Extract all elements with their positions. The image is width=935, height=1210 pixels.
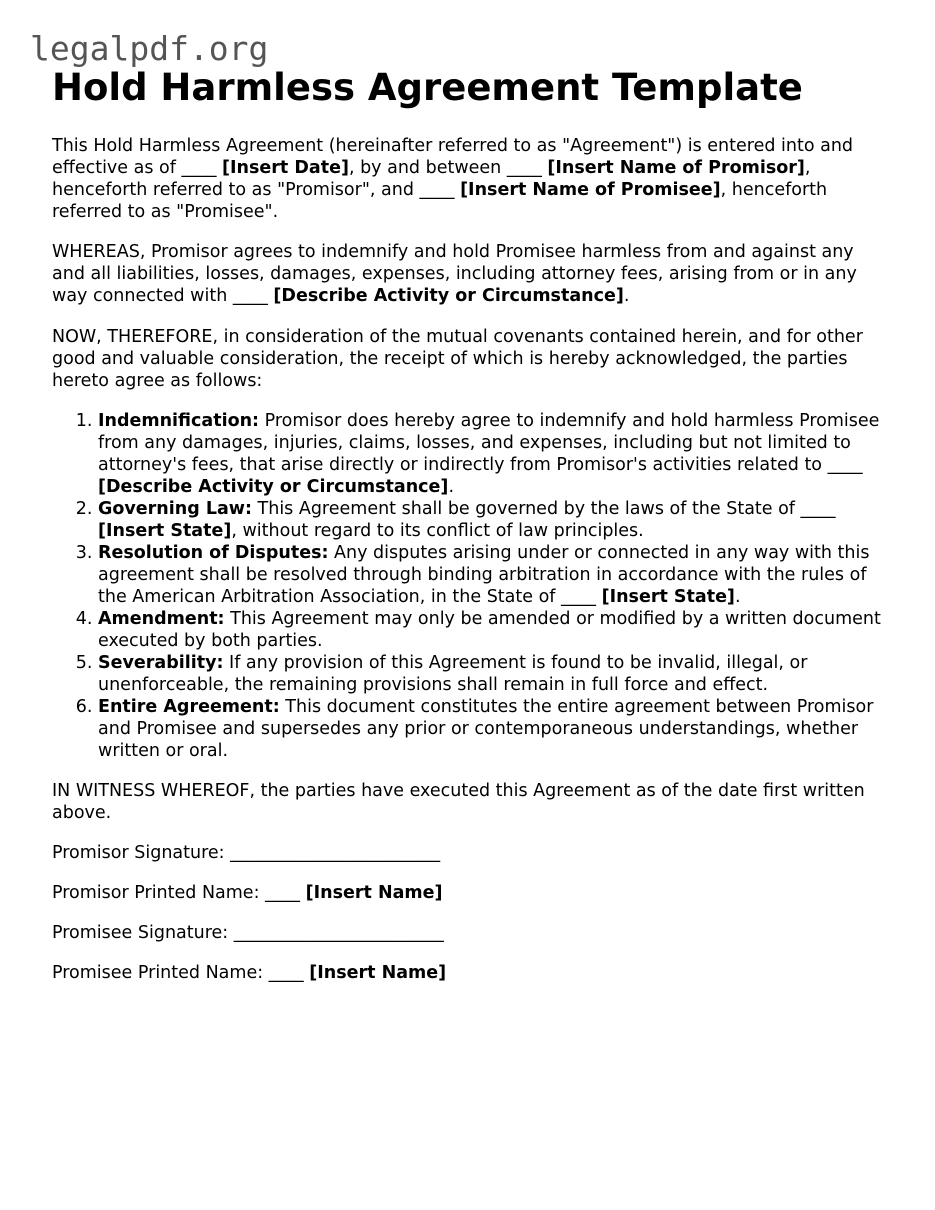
intro-text-3: , henceforth referred to as "Promisor", and ____ <box>52 158 811 200</box>
list-item <box>98 410 892 498</box>
promisor-name-label: Promisor Printed Name: ____ <box>52 883 306 903</box>
clause-heading: Entire Agreement: <box>98 697 280 717</box>
document-body <box>52 66 892 984</box>
placeholder-activity: [Describe Activity or Circumstance] <box>273 286 624 306</box>
placeholder-promisee-printed-name: [Insert Name] <box>309 963 447 983</box>
clause-text: Any disputes arising under or connected in any way with this agreement shall be resolved through binding arbitration in accordance with the rules of the American Arbitration Association, in the State of ____ <box>98 543 870 607</box>
promisor-printed-name-line <box>52 882 892 904</box>
clause-heading: Amendment: <box>98 609 225 629</box>
intro-text-2: , by and between ____ <box>348 158 548 178</box>
whereas-paragraph <box>52 241 892 307</box>
list-item <box>98 542 892 608</box>
clause-text: This Agreement may only be amended or modified by a written document executed by both parties. <box>98 609 881 651</box>
clause-list <box>52 410 892 762</box>
clause-text-end: . <box>448 477 455 497</box>
watermark-logo: legalpdf.org <box>30 29 269 68</box>
promisee-signature-line: Promisee Signature: ________________________ <box>52 923 444 943</box>
list-item <box>98 608 892 652</box>
clause-heading: Severability: <box>98 653 224 673</box>
list-item <box>98 652 892 696</box>
intro-paragraph <box>52 135 892 223</box>
clause-text: This document constitutes the entire agreement between Promisor and Promisee and supersedes any prior or contemporaneous understandings, whether written or oral. <box>98 697 874 761</box>
clause-heading: Indemnification: <box>98 411 260 431</box>
placeholder-promisor-printed-name: [Insert Name] <box>305 883 443 903</box>
clause-text: This Agreement shall be governed by the laws of the State of ____ <box>251 499 836 519</box>
intro-text-1: This Hold Harmless Agreement (hereinafter referred to as "Agreement") is entered into and effective as of ____ <box>52 136 854 178</box>
placeholder-promisee-name: [Insert Name of Promisee] <box>460 180 721 200</box>
placeholder-insert-date: [Insert Date] <box>222 158 349 178</box>
placeholder-state: [Insert State] <box>601 587 735 607</box>
intro-text-4: , henceforth referred to as "Promisee". <box>52 180 828 222</box>
whereas-text-1: WHEREAS, Promisor agrees to indemnify and hold Promisee harmless from and against any and all liabilities, losses, damages, expenses, including attorney fees, arising from or in any way connected with ____ <box>52 242 857 306</box>
placeholder-activity: [Describe Activity or Circumstance] <box>98 477 449 497</box>
placeholder-state: [Insert State] <box>98 521 232 541</box>
list-item <box>98 498 892 542</box>
clause-text-end: . <box>734 587 741 607</box>
clause-heading: Governing Law: <box>98 499 252 519</box>
witness-paragraph: IN WITNESS WHEREOF, the parties have executed this Agreement as of the date first written above. <box>52 781 865 823</box>
list-item <box>98 696 892 762</box>
clause-text: Promisor does hereby agree to indemnify and hold harmless Promisee from any damages, injuries, claims, losses, and expenses, including but not limited to attorney's fees, that arise directly or indirectly from Promisor's activities related to ____ <box>98 411 880 475</box>
clause-text: If any provision of this Agreement is found to be invalid, illegal, or unenforceable, the remaining provisions shall remain in full force and effect. <box>98 653 808 695</box>
promisee-name-label: Promisee Printed Name: ____ <box>52 963 310 983</box>
page-title: Hold Harmless Agreement Template <box>52 66 803 109</box>
placeholder-promisor-name: [Insert Name of Promisor] <box>547 158 805 178</box>
promisor-signature-line: Promisor Signature: ________________________ <box>52 843 441 863</box>
clause-text-end: , without regard to its conflict of law principles. <box>231 521 644 541</box>
promisee-printed-name-line <box>52 962 892 984</box>
clause-heading: Resolution of Disputes: <box>98 543 329 563</box>
whereas-text-2: . <box>623 286 630 306</box>
now-therefore-paragraph: NOW, THEREFORE, in consideration of the mutual covenants contained herein, and for other good and valuable consideration, the receipt of which is hereby acknowledged, the parties hereto agree as follows: <box>52 327 863 391</box>
